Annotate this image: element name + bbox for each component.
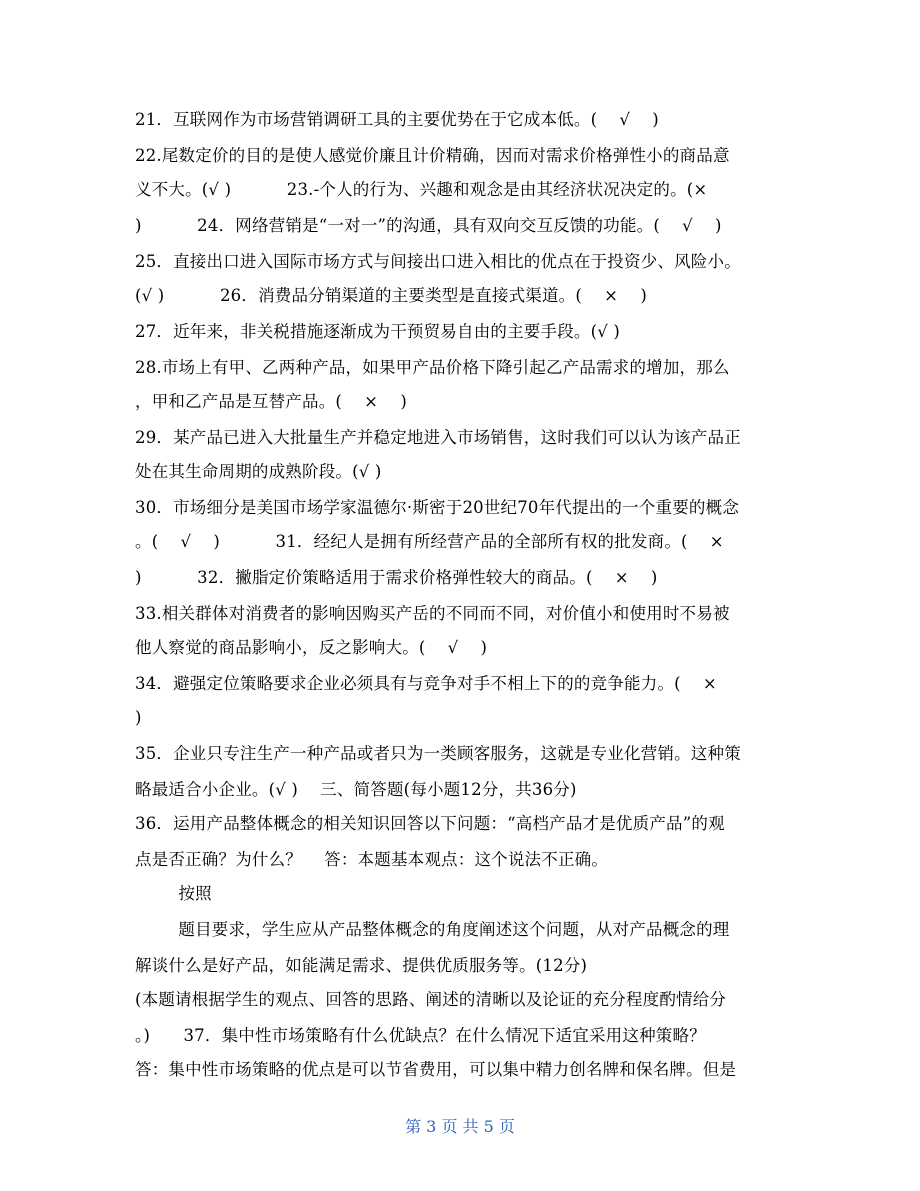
text-line-22: 点是否正确？为什么？ 答：本题基本观点：这个说法不正确。 bbox=[135, 850, 609, 869]
text-line-3: 义不大。(√ ) 23.-个人的行为、兴趣和观念是由其经济状况决定的。(× bbox=[135, 180, 708, 199]
text-line-28: 答：集中性市场策略的优点是可以节省费用，可以集中精力创名牌和保名牌。但是 bbox=[135, 1060, 737, 1079]
text-line-4: ) 24．网络营销是“一对一”的沟通，具有双向交互反馈的功能。( √ ) bbox=[135, 216, 722, 235]
text-line-1: 21．互联网作为市场营销调研工具的主要优势在于它成本低。( √ ) bbox=[135, 110, 659, 129]
text-line-11: 处在其生命周期的成熟阶段。(√ ) bbox=[135, 462, 382, 481]
text-line-23: 按照 bbox=[145, 884, 212, 903]
text-line-10: 29．某产品已进入大批量生产并稳定地进入市场销售，这时我们可以认为该产品正 bbox=[135, 428, 741, 447]
text-line-20: 略最适合小企业。(√ ) 三、简答题(每小题12分，共36分) bbox=[135, 780, 577, 799]
text-line-9: ，甲和乙产品是互替产品。( × ) bbox=[135, 392, 407, 411]
text-line-12: 30．市场细分是美国市场学家温德尔·斯密于20世纪70年代提出的一个重要的概念 bbox=[135, 498, 740, 517]
text-line-19: 35．企业只专注生产一种产品或者只为一类顾客服务，这就是专业化营销。这种策 bbox=[135, 744, 741, 763]
text-line-15: 33.相关群体对消费者的影响因购买产岳的不同而不同，对价值小和使用时不易被 bbox=[135, 604, 730, 623]
text-line-6: (√ ) 26．消费品分销渠道的主要类型是直接式渠道。( × ) bbox=[135, 286, 647, 305]
text-line-5: 25．直接出口进入国际市场方式与间接出口进入相比的优点在于投资少、风险小。 bbox=[135, 252, 741, 271]
text-line-13: 。( √ ) 31．经纪人是拥有所经营产品的全部所有权的批发商。( × bbox=[135, 532, 724, 551]
text-line-16: 他人察觉的商品影响小，反之影响大。( √ ) bbox=[135, 638, 488, 657]
text-line-25: 解谈什么是好产品，如能满足需求、提供优质服务等。(12分) bbox=[135, 956, 588, 975]
text-line-24: 题目要求，学生应从产品整体概念的角度阐述这个问题，从对产品概念的理 bbox=[145, 920, 730, 939]
text-line-17: 34．避强定位策略要求企业必须具有与竞争对手不相上下的的竞争能力。( × bbox=[135, 674, 717, 693]
text-line-2: 22.尾数定价的目的是使人感觉价廉且计价精确，因而对需求价格弹性小的商品意 bbox=[135, 146, 730, 165]
text-line-8: 28.市场上有甲、乙两种产品，如果甲产品价格下降引起乙产品需求的增加，那么 bbox=[135, 358, 730, 377]
text-line-27: 。) 37．集中性市场策略有什么优缺点？在什么情况下适宜采用这种策略？ bbox=[135, 1026, 706, 1045]
text-line-18: ) bbox=[135, 708, 142, 727]
text-line-21: 36．运用产品整体概念的相关知识回答以下问题：“高档产品才是优质产品”的观 bbox=[135, 814, 725, 833]
text-line-14: ) 32．撇脂定价策略适用于需求价格弹性较大的商品。( × ) bbox=[135, 568, 658, 587]
text-line-26: (本题请根据学生的观点、回答的思路、阐述的清晰以及论证的充分程度酌情给分 bbox=[135, 990, 727, 1009]
text-line-7: 27．近年来，非关税措施逐渐成为干预贸易自由的主要手段。(√ ) bbox=[135, 322, 621, 341]
page-number-footer: 第 3 页 共 5 页 bbox=[405, 1117, 515, 1136]
